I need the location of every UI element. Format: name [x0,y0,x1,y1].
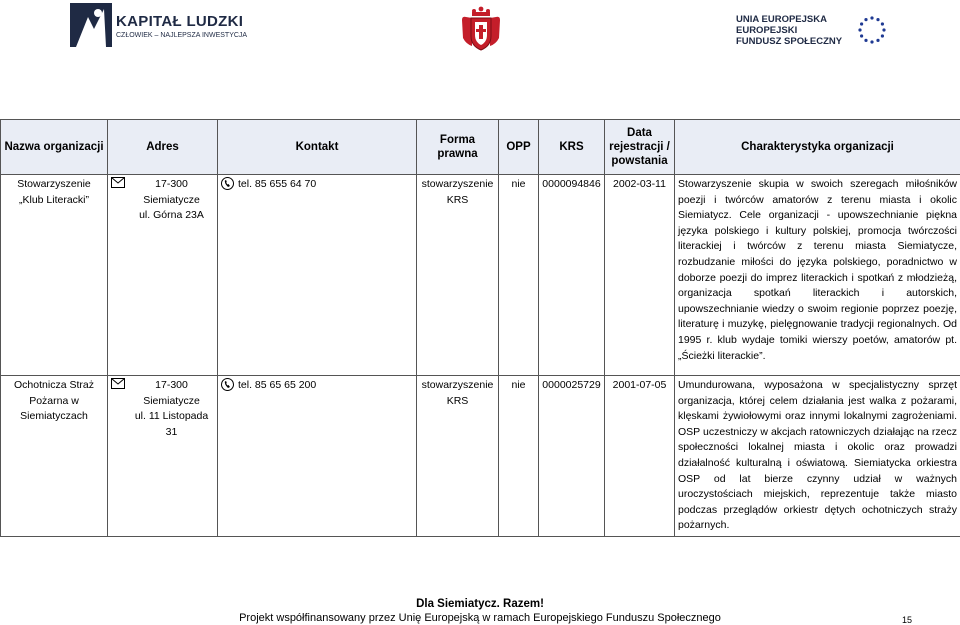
phone-icon [221,177,234,190]
org-description: Umundurowana, wyposażona w specjalistyczny sprzęt organizacja, której celem działania jest walka z pożarami, klęskami żywiołowymi oraz innymi lokalnymi zagrożeniami. OSP uczestniczy w akcjach ratowniczych działając na rzecz społeczności lokalnej miasta i okolic oraz prowadzi działalność kulturalną i oświatową. Siemiatycka orkiestra OSP od lat bierze czynny udział w ważnych uroczystościach miejskich, reprezentuje także miasto podczas przeglądów orkiestr dętych ochotniczych straży pożarnych. [675,376,960,537]
org-opp: nie [499,175,539,376]
organizations-table [0,119,960,537]
org-date: 2002-03-11 [605,175,675,376]
header-date: Data rejestracji / powstania [605,120,675,175]
org-krs: 0000094846 [539,175,605,376]
envelope-icon [111,378,125,389]
phone-number: tel. 85 655 64 70 [238,178,317,190]
header-contact: Kontakt [218,120,417,175]
footer-slogan: Dla Siemiatycz. Razem! [416,598,544,610]
eu-logo-text: UNIA EUROPEJSKA EUROPEJSKI FUNDUSZ SPOŁECZNY [736,14,843,47]
header-krs: KRS [539,120,605,175]
table-row [1,175,960,376]
org-description: Stowarzyszenie skupia w swoich szeregach miłośników poezji i twórców amatorów z terenu miasta i okolic Siemiatycz. Cele organizacji - upowszechnianie piękna języka polskiego i kultury polskiej, promocja twórczości literackiej i twórców z terenu miasta Siemiatycze, rozbudzanie miłości do języka polskiego, poradnictwo w doborze poezji do imprez literackich i spotkań z młodzieżą, organizacja spotkań literackich i autorskich, upowszechnianie wiedzy o swoim regionie poprzez poezję, literaturę i muzykę, pielęgnowanie tradycji regionalnych. Od 1995 r. klub wydaje tomiki wierszy poetów, amatorów pt. „Ścieżki literackie”. [675,175,960,376]
header-address: Adres [108,120,218,175]
header-name: Nazwa organizacji [1,120,108,175]
address-line-2: ul. 11 Listopada 31 [134,410,209,438]
kapital-ludzki-logo [70,3,248,49]
org-legal-form: stowarzyszenie KRS [417,175,499,376]
org-name: Ochotnicza Straż Pożarna w Siemiatyczach [1,376,108,537]
eu-efs-logo [736,14,932,54]
org-opp: nie [499,376,539,537]
address-line-1: 17-300 Siemiatycze [143,178,200,206]
page-header [0,0,960,58]
phone-icon [221,378,234,391]
header-opp: OPP [499,120,539,175]
header-description: Charakterystyka organizacji [675,120,960,175]
kapital-ludzki-emblem-icon [70,3,112,47]
address-line-1: 17-300 Siemiatycze [143,379,200,407]
page-footer [0,598,960,624]
org-name: Stowarzyszenie „Klub Literacki” [1,175,108,376]
table-row [1,376,960,537]
page-number: 15 [902,615,913,625]
footer-project-note: Projekt współfinansowany przez Unię Europejską w ramach Europejskiego Funduszu Społecznego [239,612,721,624]
phone-number: tel. 85 65 65 200 [238,379,317,391]
org-date: 2001-07-05 [605,376,675,537]
kapital-ludzki-title: KAPITAŁ LUDZKI [116,13,244,30]
org-address [108,175,218,376]
org-legal-form: stowarzyszenie KRS [417,376,499,537]
address-line-2: ul. Górna 23A [139,209,204,222]
org-krs: 0000025729 [539,376,605,537]
org-address [108,376,218,537]
table-header-row [1,120,960,175]
kapital-ludzki-subtitle: CZŁOWIEK – NAJLEPSZA INWESTYCJA [116,32,248,39]
org-contact [218,376,417,537]
coat-of-arms-icon [458,6,504,52]
org-contact [218,175,417,376]
header-legal-form: Forma prawna [417,120,499,175]
eu-flag-icon [850,14,894,48]
envelope-icon [111,177,125,188]
